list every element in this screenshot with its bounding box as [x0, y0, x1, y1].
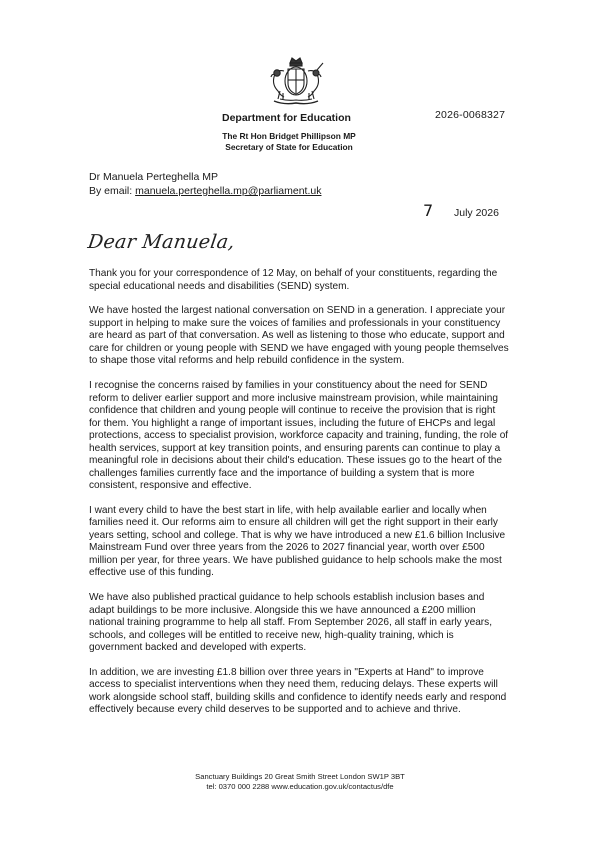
- footer: [130, 772, 470, 791]
- paragraph: In addition, we are investing £1.8 billion over three years in "Experts at Hand" to improve access to specialist interventions when they need them, reducing delays. These experts will work alongside school staff, building skills and confidence to identify needs early and respond effectively because every child deserves to be supported and to achieve and thrive.: [89, 666, 507, 716]
- footer-contact: tel: 0370 000 2288 www.education.gov.uk/contactus/dfe: [206, 781, 394, 791]
- paragraph: We have also published practical guidance to help schools establish inclusion bases and adapt buildings to be more inclusive. Alongside this we have announced a £200 million national training programme to help all staff. From September 2026, all staff in early years, schools, and colleges will be entitled to receive new, high-quality training, which is government backed and developed with experts.: [89, 592, 493, 654]
- recipient-name: Dr Manuela Perteghella MP: [89, 171, 218, 183]
- minister-title: Secretary of State for Education: [225, 142, 353, 152]
- date-day: 7: [423, 201, 434, 220]
- paragraph: I recognise the concerns raised by families in your constituency about the need for SEND reform to deliver earlier support and more inclusive mainstream provision, while maintaining confidence that children and young people will continue to receive the provision that is right for them. You highlight a range of important issues, including the future of EHCPs and legal protections, access to specialist provision, workforce capacity and training, funding, the role of health services, support at key transition points, and ensuring parents can continue to play a meaningful role in decisions about their child's education. These issues go to the heart of the challenges families currently face and the importance of building a system that is more consistent, responsive and effective.: [89, 380, 509, 492]
- royal-coat-of-arms-icon: [262, 55, 330, 107]
- paragraph: We have hosted the largest national conversation on SEND in a generation. I appreciate your support in helping to make sure the voices of families and professionals in your constituency are heard as part of that conversation. As well as listening to those who educate, support and care for children or young people with SEND we have engaged with young people themselves to shape those vital reforms and help rebuild confidence in the system.: [89, 305, 509, 367]
- date-month-year: July 2026: [454, 207, 499, 219]
- recipient-email-line: [89, 184, 321, 198]
- minister-block: [200, 131, 378, 153]
- letter-body: [89, 268, 509, 729]
- recipient-email-link[interactable]: manuela.perteghella.mp@parliament.uk: [135, 185, 322, 197]
- reference-number: 2026-0068327: [435, 109, 506, 121]
- footer-address: Sanctuary Buildings 20 Great Smith Street London SW1P 3BT: [195, 772, 405, 781]
- minister-name: The Rt Hon Bridget Phillipson MP: [222, 131, 356, 141]
- paragraph: Thank you for your correspondence of 12 May, on behalf of your constituents, regarding the special educational needs and disabilities (SEND) system.: [89, 268, 498, 292]
- recipient-block: [89, 170, 321, 198]
- paragraph: I want every child to have the best start in life, with help available earlier and locally when families need it. Our reforms aim to ensure all children will get the right support in their early years setting, school and college. That is why we have introduced a new £1.6 billion Inclusive Mainstream Fund over three years from the 2026 to 2027 financial year, worth over £500 million per year, for three years. We have published guidance to help schools make the most effective use of this funding.: [89, 504, 506, 579]
- email-prefix: By email:: [89, 185, 133, 197]
- department-name: Department for Education: [222, 112, 351, 124]
- handwritten-salutation: Dear Manuela,: [86, 231, 237, 253]
